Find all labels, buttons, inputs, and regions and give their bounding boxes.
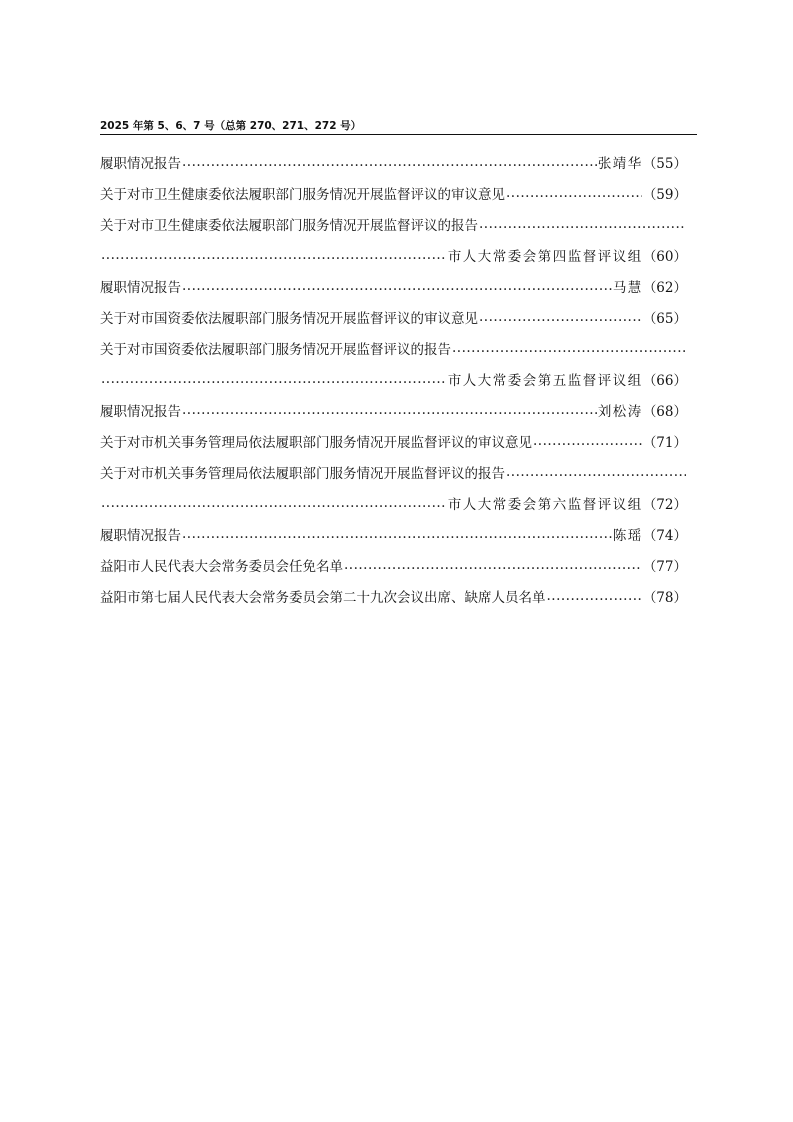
toc-entry[interactable] (100, 456, 687, 487)
dot-leader (182, 154, 597, 170)
toc-title: 关于对市机关事务管理局依法履职部门服务情况开展监督评议的审议意见 (100, 434, 532, 451)
toc-title: 益阳市第七届人民代表大会常务委员会第二十九次会议出席、缺席人员名单 (100, 589, 546, 606)
toc-page-number: （66） (642, 372, 687, 389)
toc-entry-continuation[interactable] (100, 363, 687, 394)
toc-entry[interactable] (100, 177, 687, 208)
toc-author: 陈瑶 (612, 527, 643, 544)
toc-entry-continuation[interactable] (100, 487, 687, 518)
toc-page-number: （60） (642, 248, 687, 265)
dot-leader (182, 278, 612, 294)
toc-entry[interactable] (100, 518, 687, 549)
dot-leader (533, 433, 642, 449)
toc-page-number: （74） (642, 527, 687, 544)
toc-entry[interactable] (100, 301, 687, 332)
toc-title: 益阳市人民代表大会常务委员会任免名单 (100, 558, 343, 575)
toc-title: 履职情况报告 (100, 155, 181, 172)
toc-page-number: （77） (642, 558, 687, 575)
toc-entry[interactable] (100, 332, 687, 363)
toc-page-number: （72） (642, 496, 687, 513)
toc-title: 履职情况报告 (100, 527, 181, 544)
toc-entry[interactable] (100, 549, 687, 580)
dot-leader (101, 247, 447, 263)
toc-page-number: （65） (642, 310, 687, 327)
toc-page-number: （59） (642, 186, 687, 203)
dot-leader (479, 309, 642, 325)
toc-entry[interactable] (100, 208, 687, 239)
table-of-contents (100, 146, 687, 611)
toc-page-number: （55） (642, 155, 687, 172)
toc-entry[interactable] (100, 146, 687, 177)
toc-title: 履职情况报告 (100, 403, 181, 420)
toc-author: 市人大常委会第五监督评议组 (447, 372, 643, 389)
toc-author: 市人大常委会第六监督评议组 (447, 496, 643, 513)
dot-leader (101, 495, 447, 511)
dot-leader (506, 185, 642, 201)
toc-page-number: （68） (642, 403, 687, 420)
running-header (100, 119, 697, 133)
toc-title: 关于对市卫生健康委依法履职部门服务情况开展监督评议的报告 (100, 217, 478, 234)
toc-entry-continuation[interactable] (100, 239, 687, 270)
toc-title: 关于对市卫生健康委依法履职部门服务情况开展监督评议的审议意见 (100, 186, 505, 203)
toc-author: 刘松涛 (597, 403, 643, 420)
toc-author: 马慧 (612, 279, 643, 296)
toc-entry[interactable] (100, 394, 687, 425)
dot-leader (182, 526, 612, 542)
dot-leader (182, 402, 597, 418)
toc-title: 关于对市机关事务管理局依法履职部门服务情况开展监督评议的报告 (100, 465, 505, 482)
toc-page-number: （71） (642, 434, 687, 451)
toc-author: 市人大常委会第四监督评议组 (447, 248, 643, 265)
dot-leader (452, 340, 686, 356)
dot-leader (344, 557, 642, 573)
toc-entry[interactable] (100, 580, 687, 611)
dot-leader (547, 588, 642, 604)
toc-entry[interactable] (100, 270, 687, 301)
toc-title: 履职情况报告 (100, 279, 181, 296)
dot-leader (479, 216, 686, 232)
toc-entry[interactable] (100, 425, 687, 456)
dot-leader (101, 371, 447, 387)
header-divider (100, 134, 697, 135)
dot-leader (506, 464, 686, 480)
toc-title: 关于对市国资委依法履职部门服务情况开展监督评议的审议意见 (100, 310, 478, 327)
issue-number: 2025 年第 5、6、7 号（总第 270、271、272 号） (100, 120, 362, 132)
toc-page-number: （78） (642, 589, 687, 606)
toc-author: 张靖华 (597, 155, 643, 172)
toc-page-number: （62） (642, 279, 687, 296)
toc-title: 关于对市国资委依法履职部门服务情况开展监督评议的报告 (100, 341, 451, 358)
